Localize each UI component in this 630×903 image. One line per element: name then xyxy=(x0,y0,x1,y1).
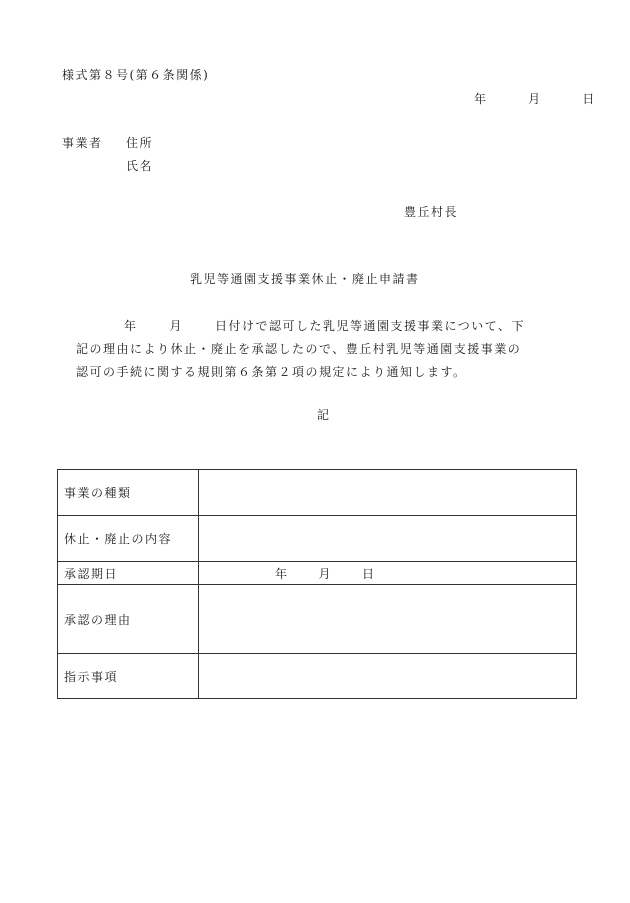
row-label: 指示事項 xyxy=(58,654,199,699)
row-value[interactable] xyxy=(199,585,577,654)
approval-date-value[interactable] xyxy=(199,562,577,585)
approval-month: 月 xyxy=(318,566,333,581)
address-label: 住所 xyxy=(126,136,154,150)
table-row xyxy=(58,516,577,562)
row-label: 休止・廃止の内容 xyxy=(58,516,199,562)
approval-day: 日 xyxy=(362,566,376,581)
ki-heading: 記 xyxy=(317,408,331,422)
date-line xyxy=(474,90,596,107)
table-row xyxy=(58,654,577,699)
date-month: 月 xyxy=(528,92,542,106)
date-year: 年 xyxy=(474,92,488,106)
body-year: 年 xyxy=(124,319,138,333)
body-text xyxy=(62,315,582,384)
table-row xyxy=(58,562,577,585)
body-line-2: 記の理由により休止・廃止を承認したので、豊丘村乳児等通園支援事業の xyxy=(76,342,522,356)
approval-year: 年 xyxy=(275,566,289,581)
document-title: 乳児等通園支援事業休止・廃止申請書 xyxy=(190,272,420,286)
business-label: 事業者 xyxy=(62,136,103,150)
details-table xyxy=(57,469,577,699)
body-month: 月 xyxy=(169,319,184,333)
form-number: 様式第８号(第６条関係) xyxy=(62,68,210,82)
row-value[interactable] xyxy=(199,654,577,699)
date-day: 日 xyxy=(582,92,596,106)
row-label: 承認期日 xyxy=(58,562,199,585)
issuer: 豊丘村長 xyxy=(404,205,459,219)
row-label: 事業の種類 xyxy=(58,470,199,516)
body-line-3: 認可の手続に関する規則第６条第２項の規定により通知します。 xyxy=(76,365,467,379)
row-value[interactable] xyxy=(199,516,577,562)
body-line-1 xyxy=(62,315,582,338)
body-line-1-tail: 日付けで認可した乳児等通園支援事業について、下 xyxy=(215,319,526,333)
name-label: 氏名 xyxy=(126,159,154,173)
table-row xyxy=(58,585,577,654)
row-value[interactable] xyxy=(199,470,577,516)
table-row xyxy=(58,470,577,516)
row-label: 承認の理由 xyxy=(58,585,199,654)
